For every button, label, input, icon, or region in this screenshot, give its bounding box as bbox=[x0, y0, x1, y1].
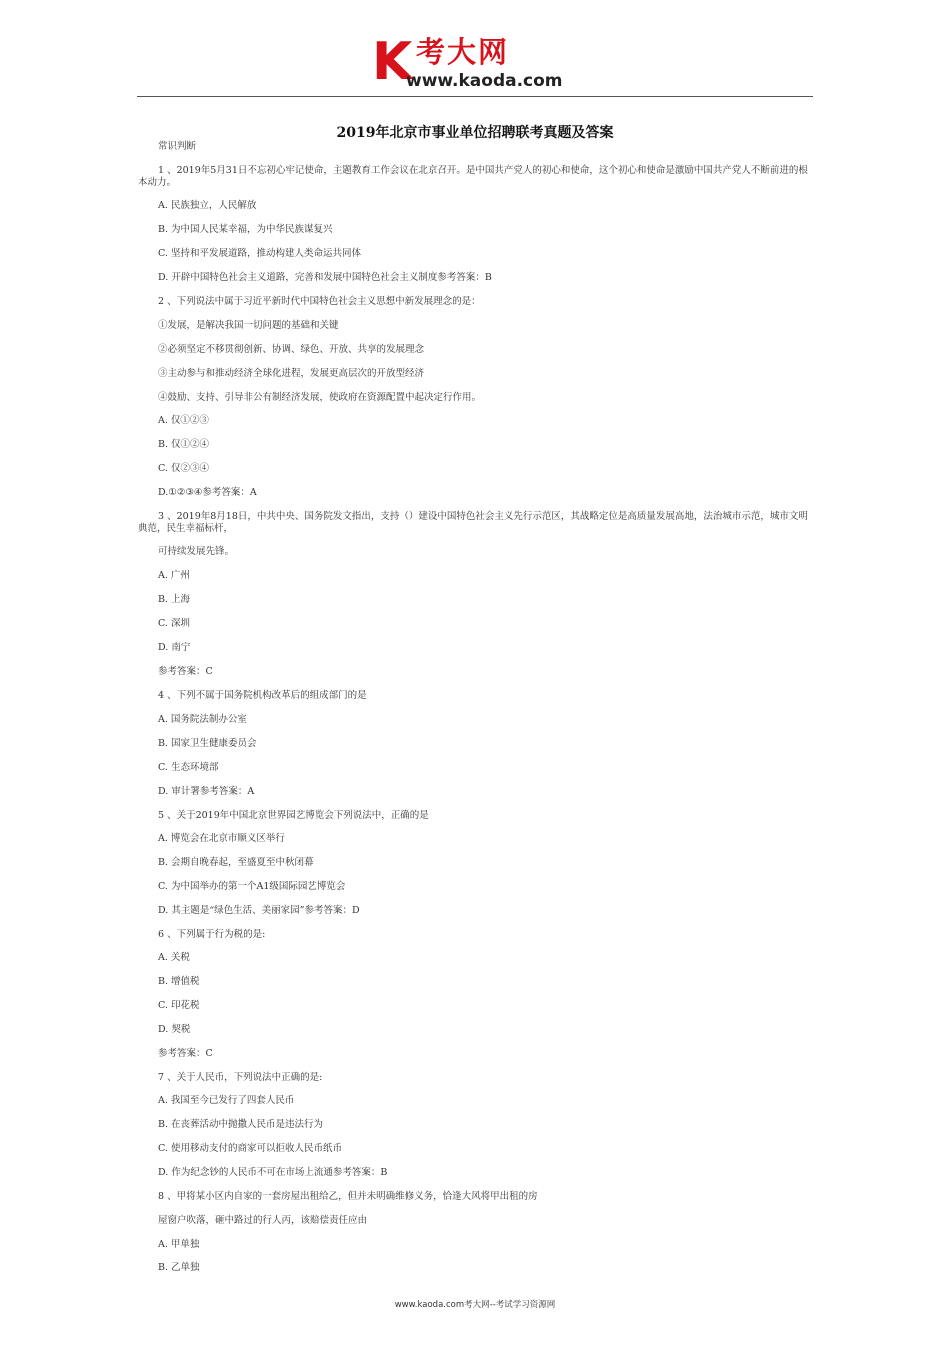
text-line: ④鼓励、支持、引导非公有制经济发展，使政府在资源配置中起决定行作用。 bbox=[158, 392, 482, 403]
text-line: 参考答案：C bbox=[158, 666, 213, 677]
text-line: C. 深圳 bbox=[158, 618, 190, 629]
text-line: C. 印花税 bbox=[158, 1000, 200, 1011]
text-line: A. 国务院法制办公室 bbox=[158, 714, 247, 725]
page-footer: www.kaoda.com考大网--考试学习资源网 bbox=[394, 1300, 556, 1310]
text-line: 屋窗户吹落，砸中路过的行人丙，该赔偿责任应由 bbox=[158, 1215, 368, 1226]
text-line: D. 作为纪念钞的人民币不可在市场上流通参考答案：B bbox=[158, 1167, 388, 1178]
text-line: B. 上海 bbox=[158, 594, 191, 605]
text-line: A. 民族独立，人民解放 bbox=[158, 200, 257, 211]
text-line: ①发展，是解决我国一切问题的基础和关键 bbox=[158, 320, 339, 331]
text-line: A. 博览会在北京市顺义区举行 bbox=[158, 833, 285, 844]
page-header bbox=[0, 34, 950, 96]
text-line: A. 仅①②③ bbox=[158, 415, 209, 426]
text-line: ②必须坚定不移贯彻创新、协调、绿色、开放、共享的发展理念 bbox=[158, 344, 425, 355]
text-line: D. 开辟中国特色社会主义道路，完善和发展中国特色社会主义制度参考答案：B bbox=[158, 272, 492, 283]
text-line: C. 仅②③④ bbox=[158, 463, 209, 474]
text-line: B. 会期自晚春起，至盛夏至中秋闭幕 bbox=[158, 857, 314, 868]
text-line: 3 、2019年8月18日，中共中央、国务院发文指出，支持（）建设中国特色社会主义先行示范区，其战略定位是高质量发展高地，法治城市示范，城市文明典范，民生幸福标杆， bbox=[138, 511, 808, 534]
text-line: 1 、2019年5月31日不忘初心牢记使命，主题教育工作会议在北京召开。是中国共产党人的初心和使命，这个初心和使命是激励中国共产党人不断前进的根本动力。 bbox=[138, 165, 808, 188]
text-line: A. 甲单独 bbox=[158, 1239, 200, 1250]
text-line: D. 南宁 bbox=[158, 642, 191, 653]
text-line: 8 、甲将某小区内自家的一套房屋出租给乙，但并未明确维修义务，恰逢大风将甲出租的房 bbox=[158, 1191, 538, 1202]
text-line: A. 关税 bbox=[158, 952, 190, 963]
text-line: 常识判断 bbox=[158, 141, 197, 152]
text-line: C. 坚持和平发展道路，推动构建人类命运共同体 bbox=[158, 248, 361, 259]
text-line: B. 增值税 bbox=[158, 976, 200, 987]
text-line: 可持续发展先锋。 bbox=[158, 546, 235, 557]
document-title: 2019年北京市事业单位招聘联考真题及答案 bbox=[336, 125, 614, 141]
text-line: B. 在丧葬活动中抛撒人民币是违法行为 bbox=[158, 1119, 324, 1130]
kaoda-logo[interactable] bbox=[372, 34, 582, 94]
text-line: D. 审计署参考答案：A bbox=[158, 786, 255, 797]
text-line: 7 、关于人民币，下列说法中正确的是: bbox=[158, 1072, 323, 1083]
text-line: ③主动参与和推动经济全球化进程，发展更高层次的开放型经济 bbox=[158, 368, 425, 379]
logo-mark: K bbox=[372, 32, 413, 92]
text-line: 2 、下列说法中属于习近平新时代中国特色社会主义思想中新发展理念的是： bbox=[158, 296, 481, 307]
text-line: A. 广州 bbox=[158, 570, 190, 581]
text-line: 参考答案：C bbox=[158, 1048, 213, 1059]
logo-name: 考大网 bbox=[416, 35, 510, 69]
text-line: B. 仅①②④ bbox=[158, 439, 210, 450]
text-line: B. 为中国人民某幸福，为中华民族谋复兴 bbox=[158, 224, 333, 235]
text-line: 4 、下列不属于国务院机构改革后的组成部门的是 bbox=[158, 690, 367, 701]
text-line: C. 使用移动支付的商家可以拒收人民币纸币 bbox=[158, 1143, 342, 1154]
text-line: B. 国家卫生健康委员会 bbox=[158, 738, 257, 749]
text-line: D. 契税 bbox=[158, 1024, 191, 1035]
text-line: D. 其主题是“绿色生活、美丽家园”参考答案：D bbox=[158, 905, 360, 916]
text-line: 5 、关于2019年中国北京世界园艺博览会下列说法中，正确的是 bbox=[158, 810, 429, 821]
text-line: A. 我国至今已发行了四套人民币 bbox=[158, 1095, 295, 1106]
text-line: 6 、下列属于行为税的是: bbox=[158, 929, 266, 940]
text-line: D.①②③④参考答案：A bbox=[158, 487, 257, 498]
text-line: C. 生态环境部 bbox=[158, 762, 219, 773]
logo-url: www.kaoda.com bbox=[406, 71, 563, 91]
header-divider bbox=[137, 96, 813, 97]
text-line: C. 为中国举办的第一个A1级国际园艺博览会 bbox=[158, 881, 346, 892]
text-line: B. 乙单独 bbox=[158, 1262, 200, 1273]
